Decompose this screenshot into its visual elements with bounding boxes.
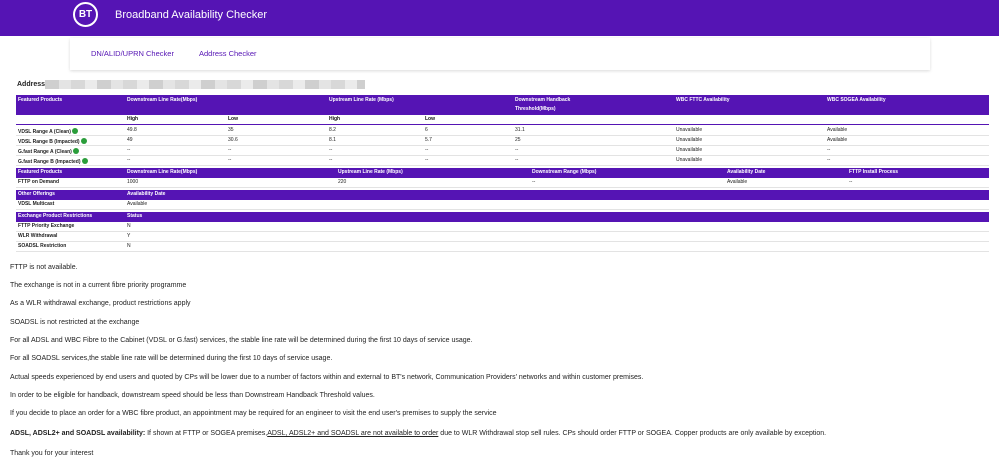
info-icon[interactable] [72,128,78,134]
table-cell: Available [727,179,748,185]
table-cell: -- [127,157,131,163]
table-cell: N [127,243,131,249]
note-fttp: FTTP is not available. [10,264,78,271]
table-cell: -- [849,179,853,185]
table-row [16,232,989,242]
table-cell: Available [827,127,848,133]
table-cell: Unavailable [676,147,703,153]
table-row [16,222,989,232]
product-name: VDSL Multicast [18,201,55,207]
col-status: Status [127,213,143,219]
bt-logo: BT [73,2,98,27]
table-cell: N [127,223,131,229]
sub-upstream-low: Low [425,116,435,122]
col-featured-products: Featured Products [18,169,63,175]
note-soadsl: SOADSL is not restricted at the exchange [10,319,140,326]
col-wbc-sogea-availability: WBC SOGEA Availability [827,97,886,103]
table-row [16,242,989,252]
table-cell: 25 [515,137,521,143]
table-cell: 31.1 [515,127,525,133]
table-cell: 8.2 [329,127,336,133]
table-row [16,136,989,146]
restriction-name: WLR Withdrawal [18,233,58,239]
table-cell: Available [127,201,148,207]
product-name: FTTP on Demand [18,179,60,185]
note-adsl-availability-title: ADSL, ADSL2+ and SOADSL availability: [10,430,146,437]
sub-upstream-high: High [329,116,341,122]
note-adsl-stable-rate: For all ADSL and WBC Fibre to the Cabinet (VDSL or G.fast) services, the stable line rate will be determined during the first 10 days of service usage. [10,337,473,344]
table-cell: Unavailable [676,137,703,143]
table-cell: -- [425,147,429,153]
table-cell: 6 [425,127,428,133]
col-handback-threshold: Threshold(Mbps) [515,106,556,112]
col-fttp-install-process: FTTP Install Process [849,169,899,175]
note-fibre-priority: The exchange is not in a current fibre priority programme [10,282,187,289]
col-upstream-line-rate: Upstream Line Rate (Mbps) [338,169,403,175]
fttp-header-row [16,168,989,178]
note-handback: In order to be eligible for handback, downstream speed should be less than Downstream Handback Threshold values. [10,392,375,399]
product-name: VDSL Range B (Impacted) [18,139,80,145]
col-exchange-product-restrictions: Exchange Product Restrictions [18,213,93,219]
note-thank-you: Thank you for your interest [10,450,94,457]
featured-subheader-row [16,115,989,125]
table-cell: Unavailable [676,127,703,133]
product-name: G.fast Range A (Clean) [18,149,72,155]
table-cell: Available [827,137,848,143]
table-cell: 35 [228,127,234,133]
table-cell: 8.1 [329,137,336,143]
col-downstream-line-rate: Downstream Line Rate(Mbps) [127,169,198,175]
table-cell: -- [425,157,429,163]
note-text: If shown at FTTP or SOGEA premises, [145,430,268,437]
address-value-redacted [45,80,365,89]
table-row [16,156,989,166]
table-cell: -- [515,157,519,163]
table-cell: -- [532,179,536,185]
table-cell: 220 [338,179,347,185]
featured-header-row [16,95,989,115]
table-cell: 1000 [127,179,139,185]
tab-dn-alid-uprn-checker[interactable]: DN/ALID/UPRN Checker [91,49,174,58]
sub-downstream-low: Low [228,116,238,122]
table-cell: Unavailable [676,157,703,163]
note-actual-speeds: Actual speeds experienced by end users and quoted by CPs will be lower due to a number of factors within and external to BT's network, Communication Providers' networks and within customer premises. [10,374,644,381]
col-other-offerings: Other Offerings [18,191,55,197]
table-cell: -- [329,147,333,153]
sub-downstream-high: High [127,116,139,122]
note-adsl-availability [10,429,826,438]
note-wlr-withdrawal: As a WLR withdrawal exchange, product restrictions apply [10,300,191,307]
table-cell: -- [329,157,333,163]
table-cell: -- [228,147,232,153]
product-name: VDSL Range A (Clean) [18,129,71,135]
table-cell: -- [515,147,519,153]
info-icon[interactable] [81,138,87,144]
table-cell: -- [228,157,232,163]
info-icon[interactable] [73,148,79,154]
col-wbc-fttc-availability: WBC FTTC Availability [676,97,730,103]
table-cell: 5.7 [425,137,432,143]
table-cell: -- [127,147,131,153]
col-availability-date: Availability Date [127,191,166,197]
table-cell: Y [127,233,131,239]
table-row [16,178,989,188]
note-text: due to WLR Withdrawal stop sell rules. CPs should order FTTP or SOGEA. Copper products are only available by exception. [438,430,827,437]
table-cell: 49.8 [127,127,137,133]
col-downstream-range: Downstream Range (Mbps) [532,169,597,175]
other-offerings-header-row [16,190,989,200]
restriction-name: SOADSL Restriction [18,243,67,249]
col-upstream-line-rate: Upstream Line Rate (Mbps) [329,97,394,103]
checker-tabs [70,38,930,70]
table-row [16,146,989,156]
table-cell: -- [827,147,831,153]
table-cell: 30.6 [228,137,238,143]
note-underlined-text: ADSL, ADSL2+ and SOADSL are not available to order [267,430,439,437]
table-cell: -- [827,157,831,163]
col-downstream-line-rate: Downstream Line Rate(Mbps) [127,97,198,103]
product-name: G.fast Range B (Impacted) [18,159,81,165]
col-availability-date: Availability Date [727,169,766,175]
table-row [16,200,989,210]
restriction-name: FTTP Priority Exchange [18,223,75,229]
info-icon[interactable] [82,158,88,164]
app-title: Broadband Availability Checker [115,9,268,21]
tab-address-checker[interactable]: Address Checker [199,49,257,58]
app-header [0,0,999,36]
note-soadsl-stable-rate: For all SOADSL services,the stable line rate will be determined during the first 10 days of service usage. [10,355,333,362]
table-cell: 49 [127,137,133,143]
col-featured-products: Featured Products [18,97,63,103]
table-row [16,126,989,136]
restrictions-header-row [16,212,989,222]
note-appointment: If you decide to place an order for a WBC fibre product, an appointment may be required for an engineer to visit the end user's premises to supply the service [10,410,497,417]
col-downstream-handback: Downstream Handback [515,97,571,103]
address-label: Address [17,81,46,88]
